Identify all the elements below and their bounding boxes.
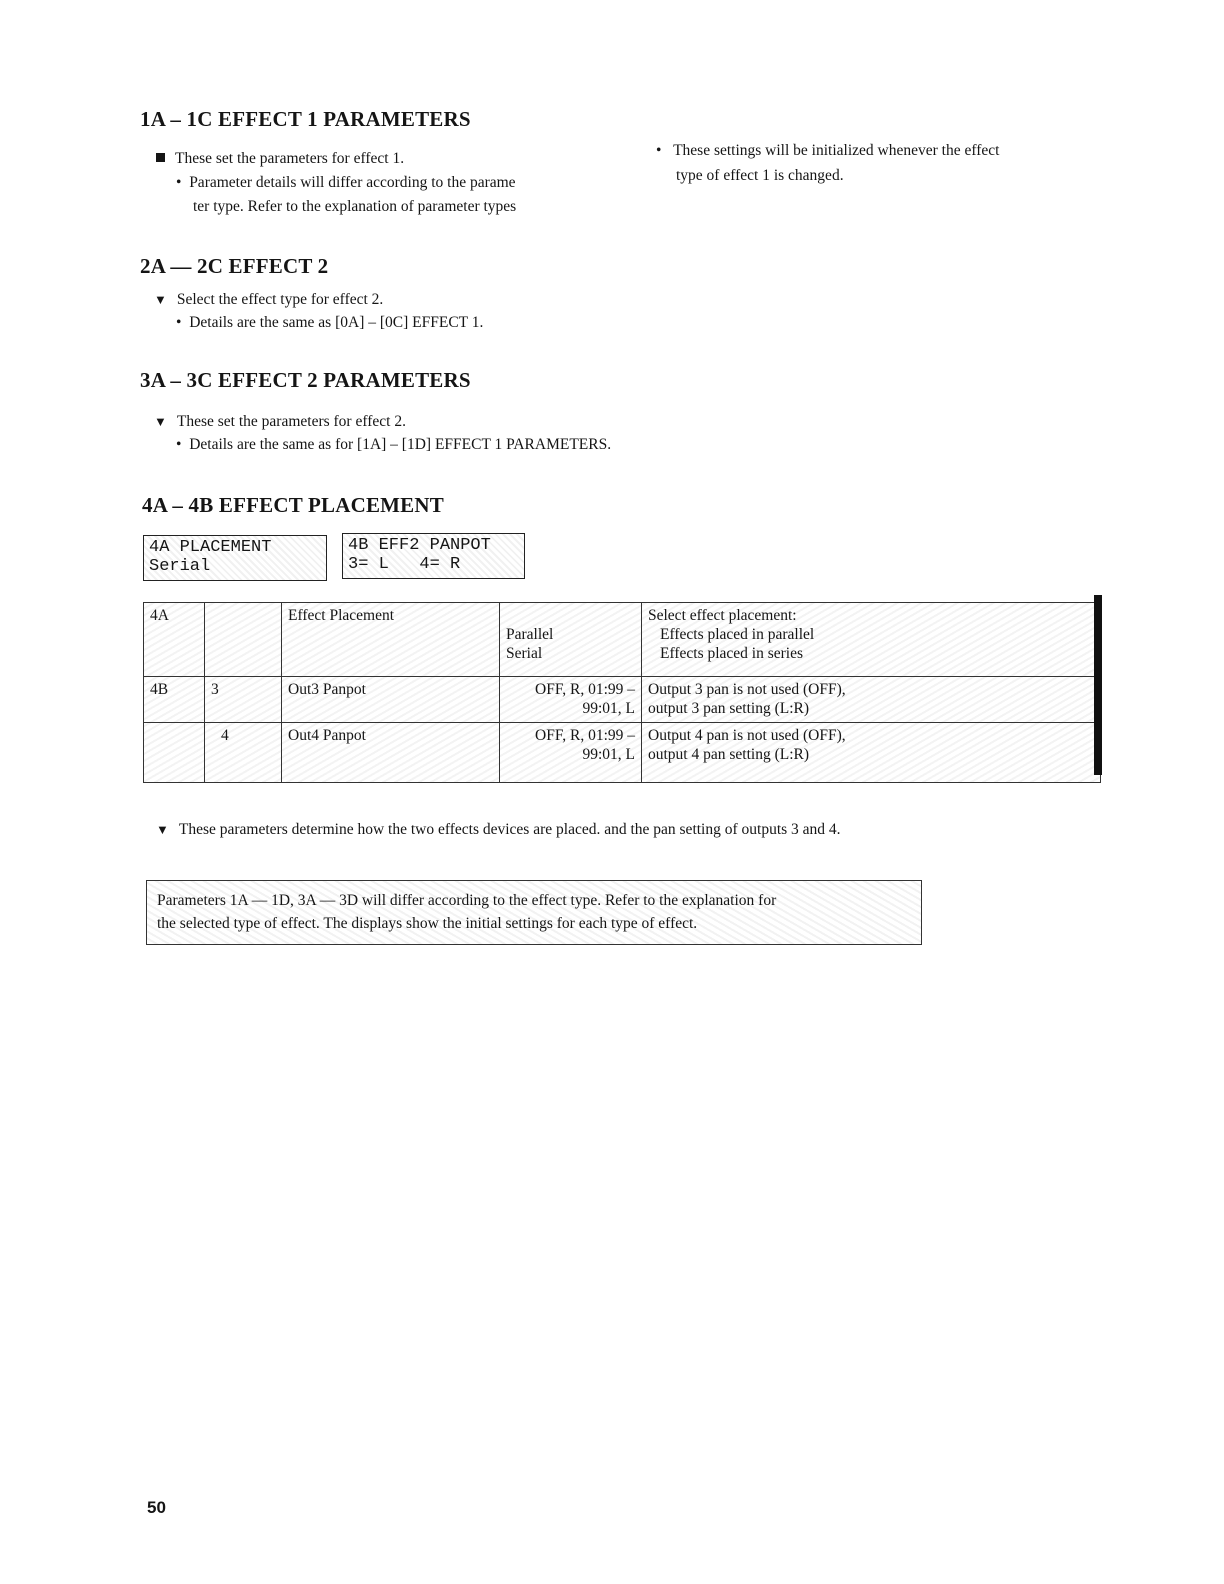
param-id: 4B [144, 677, 205, 723]
param-description [642, 603, 1101, 677]
param-name: Out4 Panpot [282, 723, 500, 783]
effect2-main [154, 291, 383, 309]
table-row [144, 677, 1101, 723]
table-row [144, 723, 1101, 783]
effect1-params-main [156, 150, 404, 168]
param-id: 4A [144, 603, 205, 677]
lcd-placement-line1: 4A PLACEMENT [149, 538, 272, 557]
param-value [506, 606, 635, 625]
effect2-sub: • Details are the same as [0A] – [0C] EFFECT 1. [176, 314, 484, 331]
param-desc-line: output 3 pan setting (L:R) [648, 700, 810, 717]
effect1-params-sub1: • Parameter details will differ according to the parame [176, 174, 516, 191]
effect1-params-sub1-text: Parameter details will differ according to the parame [189, 174, 516, 191]
triangle-bullet-icon: ▼ [154, 414, 167, 429]
heading-effect-placement: 4A – 4B EFFECT PLACEMENT [142, 493, 444, 517]
param-desc-line: Effects placed in parallel [660, 626, 815, 643]
table-row [144, 603, 1101, 677]
param-desc-line: output 4 pan setting (L:R) [648, 746, 810, 763]
param-id [144, 723, 205, 783]
param-desc-line: Output 4 pan is not used (OFF), [648, 727, 846, 744]
page-number: 50 [147, 1498, 166, 1517]
table-edge-bar [1094, 595, 1102, 775]
heading-effect1-parameters: 1A – 1C EFFECT 1 PARAMETERS [140, 107, 471, 131]
heading-effect2-parameters: 3A – 3C EFFECT 2 PARAMETERS [140, 368, 471, 392]
triangle-bullet-icon: ▼ [156, 822, 169, 837]
param-sub: 3 [205, 677, 282, 723]
placement-parameter-table [143, 602, 1101, 783]
param-values [500, 677, 642, 723]
param-desc-line: Effects placed in series [660, 645, 804, 662]
effect2-params-main-text: These set the parameters for effect 2. [176, 413, 406, 430]
effect1-params-main-text: These set the parameters for effect 1. [175, 150, 405, 167]
lcd-display-placement [143, 535, 327, 581]
param-name: Effect Placement [282, 603, 500, 677]
param-sub: 4 [205, 723, 282, 783]
param-desc-line: Select effect placement: [648, 607, 797, 624]
placement-footnote [156, 821, 841, 839]
param-value: Parallel [506, 626, 554, 643]
param-value: OFF, R, 01:99 – [535, 727, 635, 744]
effect2-params-sub-text: Details are the same as for [1A] – [1D] EFFECT 1 PARAMETERS. [189, 436, 612, 453]
heading-effect2: 2A — 2C EFFECT 2 [140, 254, 329, 278]
param-values [500, 603, 642, 677]
param-value: OFF, R, 01:99 – [535, 681, 635, 698]
lcd-panpot-line1: 4B EFF2 PANPOT [348, 536, 491, 555]
param-value: 99:01, L [582, 746, 635, 763]
effect2-params-main [154, 413, 406, 431]
effect2-main-text: Select the effect type for effect 2. [176, 291, 384, 308]
effect2-sub-text: Details are the same as [0A] – [0C] EFFECT 1. [189, 314, 484, 331]
note-line1: Parameters 1A — 1D, 3A — 3D will differ according to the effect type. Refer to the explanation for [157, 892, 777, 909]
effect-type-note-box [146, 880, 922, 945]
param-sub [205, 603, 282, 677]
effect2-params-sub: • Details are the same as for [1A] – [1D] EFFECT 1 PARAMETERS. [176, 436, 612, 453]
param-description [642, 677, 1101, 723]
note-line2: the selected type of effect. The displays show the initial settings for each type of effect. [157, 915, 698, 932]
effect1-params-right1: • These settings will be initialized whenever the effect [656, 142, 1000, 159]
param-name: Out3 Panpot [282, 677, 500, 723]
triangle-bullet-icon: ▼ [154, 292, 167, 307]
effect1-params-right1-text: These settings will be initialized whenever the effect [673, 142, 1000, 159]
param-value: 99:01, L [582, 700, 635, 717]
lcd-panpot-line2: 3= L 4= R [348, 555, 461, 574]
param-description [642, 723, 1101, 783]
param-desc-line: Output 3 pan is not used (OFF), [648, 681, 846, 698]
param-value: Serial [506, 645, 543, 662]
effect1-params-sub2: ter type. Refer to the explanation of parameter types [193, 198, 517, 215]
lcd-placement-line2: Serial [149, 557, 211, 576]
placement-footnote-text: These parameters determine how the two effects devices are placed. and the pan setting of outputs 3 and 4. [178, 821, 841, 838]
lcd-display-eff2-panpot [342, 533, 525, 579]
effect1-params-right2: type of effect 1 is changed. [676, 167, 844, 184]
param-values [500, 723, 642, 783]
